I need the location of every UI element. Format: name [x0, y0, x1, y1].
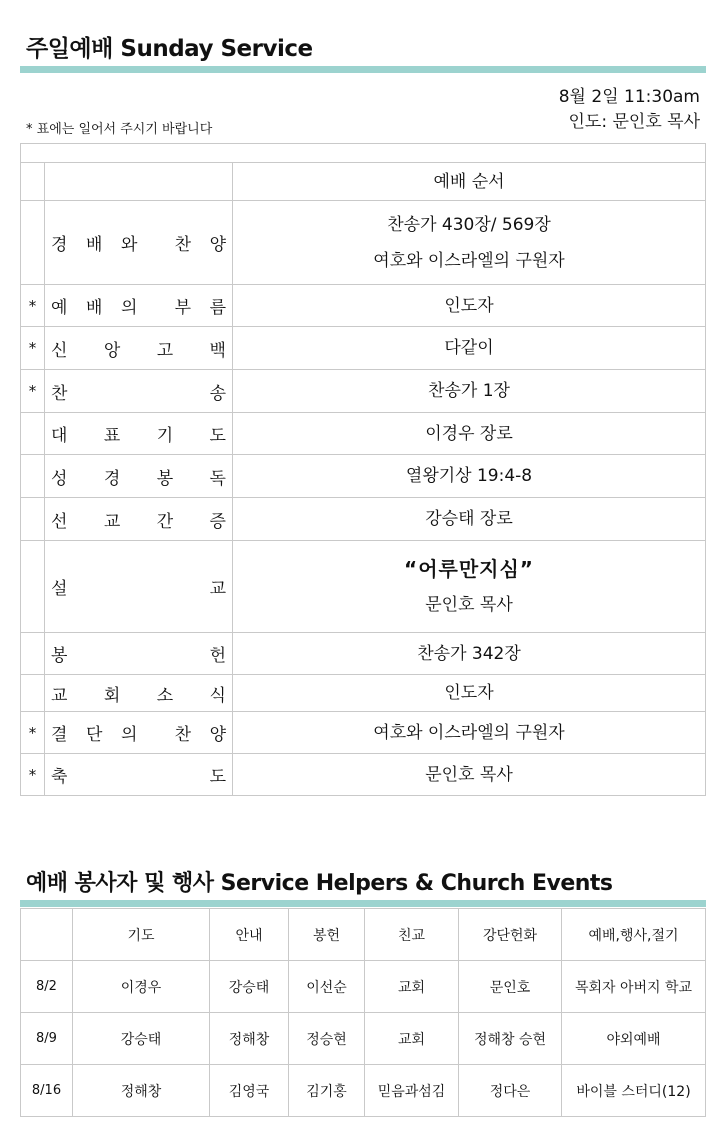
order-row: [21, 754, 706, 796]
order-item-char: 의: [121, 725, 138, 745]
helpers-cell: 바이블 스터디(12): [562, 1065, 706, 1117]
helpers-row: [21, 1065, 706, 1117]
order-item-name: [45, 370, 233, 413]
blank-row: [21, 144, 706, 163]
helpers-header-row: [21, 909, 706, 961]
order-item-detail: [233, 413, 706, 455]
order-item-char: 봉: [156, 468, 174, 489]
order-column-header: 예배 순서: [233, 163, 706, 201]
standing-marker: [21, 541, 45, 633]
helpers-row: [21, 961, 706, 1013]
order-item-char: 경: [51, 235, 68, 255]
order-item-char: 설: [51, 579, 68, 599]
helpers-date: 8/2: [21, 961, 73, 1013]
helpers-column-header: 안내: [210, 909, 289, 961]
helpers-cell: 강승태: [210, 961, 289, 1013]
order-item-char: 결: [51, 725, 68, 745]
order-item-detail: [233, 370, 706, 413]
helpers-cell: 강승태: [73, 1013, 210, 1065]
helpers-column-header: [21, 909, 73, 961]
helpers-cell: 문인호: [459, 961, 562, 1013]
detail-line: 열왕기상 19:4-8: [405, 466, 533, 486]
order-item-char: 양: [209, 725, 226, 745]
order-item-char: 경: [103, 468, 121, 489]
helpers-cell: 정해창 승현: [459, 1013, 562, 1065]
helpers-column-header: 강단헌화: [459, 909, 562, 961]
helpers-divider: [20, 900, 706, 907]
order-item-char: 대: [51, 426, 68, 446]
order-row: [21, 413, 706, 455]
order-item-char: 소: [156, 685, 174, 706]
order-row: [21, 712, 706, 754]
standing-marker: *: [21, 754, 45, 796]
order-item-char: 교: [51, 685, 68, 706]
order-item-char: 앙: [103, 340, 121, 361]
order-item-char: 와: [121, 235, 138, 255]
order-row: [21, 327, 706, 370]
helpers-cell: 김영국: [210, 1065, 289, 1117]
helpers-section-title: 예배 봉사자 및 행사 Service Helpers & Church Events: [26, 871, 613, 896]
order-of-worship-table: [20, 143, 706, 796]
order-item-detail: [233, 541, 706, 633]
order-item-name: [45, 754, 233, 796]
order-item-detail: [233, 498, 706, 541]
detail-line: 찬송가 430장/ 569장: [387, 214, 551, 235]
standing-marker: [21, 675, 45, 712]
order-item-char: 표: [103, 426, 121, 446]
order-row: [21, 633, 706, 675]
order-row: [21, 498, 706, 541]
order-item-char: 양: [209, 235, 226, 255]
order-item-char: 름: [209, 298, 226, 318]
helpers-cell: 정해창: [73, 1065, 210, 1117]
order-item-char: 교: [209, 579, 226, 599]
order-item-detail: [233, 633, 706, 675]
order-item-detail: [233, 455, 706, 498]
detail-line: 문인호 목사: [425, 594, 513, 615]
service-leader: 인도: 문인호 목사: [568, 112, 700, 132]
order-row: [21, 285, 706, 327]
order-item-detail: [233, 327, 706, 370]
order-item-detail: [233, 754, 706, 796]
order-row: [21, 201, 706, 285]
order-item-char: 독: [209, 468, 226, 489]
order-item-char: 도: [209, 767, 226, 787]
standing-marker: *: [21, 327, 45, 370]
helpers-date: 8/16: [21, 1065, 73, 1117]
helpers-cell: 목회자 아버지 학교: [562, 961, 706, 1013]
helpers-cell: 교회: [365, 961, 459, 1013]
helpers-row: [21, 1013, 706, 1065]
order-item-name: [45, 201, 233, 285]
order-item-name: [45, 712, 233, 754]
order-item-name: [45, 675, 233, 712]
order-item-name: [45, 327, 233, 370]
detail-line: 여호와 이스라엘의 구원자: [373, 722, 565, 743]
page-title: 주일예배 Sunday Service: [26, 36, 313, 62]
order-item-char: 기: [156, 426, 174, 446]
order-item-char: 찬: [174, 725, 191, 745]
order-item-char: 예: [51, 298, 68, 318]
standing-marker: [21, 455, 45, 498]
helpers-cell: 정다은: [459, 1065, 562, 1117]
detail-line: 강승태 장로: [425, 509, 513, 529]
helpers-column-header: 기도: [73, 909, 210, 961]
helpers-column-header: 봉헌: [289, 909, 365, 961]
standing-marker: *: [21, 712, 45, 754]
sermon-title: “어루만지심”: [404, 556, 534, 581]
order-row: [21, 675, 706, 712]
order-item-name: [45, 455, 233, 498]
helpers-cell: 이선순: [289, 961, 365, 1013]
order-item-name: [45, 633, 233, 675]
order-row: [21, 541, 706, 633]
order-item-char: 헌: [209, 646, 226, 666]
standing-marker: *: [21, 285, 45, 327]
detail-line: 여호와 이스라엘의 구원자: [373, 250, 565, 271]
detail-line: 인도자: [444, 683, 494, 703]
order-item-char: 회: [103, 685, 121, 706]
order-item-char: 단: [86, 725, 103, 745]
standing-marker: [21, 413, 45, 455]
blank-cell: [21, 144, 706, 163]
order-item-name: [45, 541, 233, 633]
standing-marker: [21, 498, 45, 541]
detail-line: 이경우 장로: [425, 423, 513, 444]
detail-line: 인도자: [444, 295, 494, 316]
order-item-char: 도: [209, 426, 226, 446]
helpers-cell: 김기홍: [289, 1065, 365, 1117]
order-item-char: 고: [156, 340, 174, 361]
order-item-char: 교: [103, 511, 121, 532]
service-date: 8월 2일 11:30am: [558, 87, 700, 107]
order-item-char: 신: [51, 340, 68, 361]
detail-line: 찬송가 1장: [428, 381, 510, 401]
order-header-row: [21, 163, 706, 201]
detail-line: 찬송가 342장: [417, 643, 521, 664]
order-item-detail: [233, 675, 706, 712]
order-item-detail: [233, 201, 706, 285]
order-item-char: 증: [209, 511, 226, 532]
order-item-char: 선: [51, 511, 68, 532]
helpers-table: [20, 908, 706, 1117]
order-item-char: 배: [86, 235, 103, 255]
order-item-name: [45, 285, 233, 327]
helpers-cell: 정승현: [289, 1013, 365, 1065]
standing-marker: [21, 633, 45, 675]
helpers-column-header: 친교: [365, 909, 459, 961]
order-item-char: 배: [86, 298, 103, 318]
order-item-char: 송: [209, 383, 226, 404]
helpers-column-header: 예배,행사,절기: [562, 909, 706, 961]
order-item-char: 찬: [51, 383, 68, 404]
helpers-cell: 믿음과섬김: [365, 1065, 459, 1117]
order-header-empty: [45, 163, 233, 201]
order-item-name: [45, 498, 233, 541]
detail-line: 다같이: [444, 338, 494, 358]
helpers-date: 8/9: [21, 1013, 73, 1065]
helpers-cell: 교회: [365, 1013, 459, 1065]
helpers-cell: 이경우: [73, 961, 210, 1013]
standing-marker: [21, 201, 45, 285]
order-item-char: 축: [51, 767, 68, 787]
order-item-char: 백: [209, 340, 226, 361]
detail-line: 문인호 목사: [425, 764, 513, 785]
order-item-char: 성: [51, 468, 68, 489]
order-item-char: 간: [156, 511, 174, 532]
order-row: [21, 370, 706, 413]
standing-note: * 표에는 일어서 주시기 바랍니다: [26, 122, 213, 137]
order-item-name: [45, 413, 233, 455]
order-item-char: 의: [121, 298, 138, 318]
standing-marker: *: [21, 370, 45, 413]
title-divider: [20, 66, 706, 73]
helpers-cell: 정해창: [210, 1013, 289, 1065]
order-item-char: 봉: [51, 646, 68, 666]
order-header-empty: [21, 163, 45, 201]
order-item-char: 부: [174, 298, 191, 318]
helpers-cell: 야외예배: [562, 1013, 706, 1065]
order-item-detail: [233, 285, 706, 327]
order-item-char: 찬: [174, 235, 191, 255]
order-row: [21, 455, 706, 498]
order-item-char: 식: [209, 685, 226, 706]
order-item-detail: [233, 712, 706, 754]
